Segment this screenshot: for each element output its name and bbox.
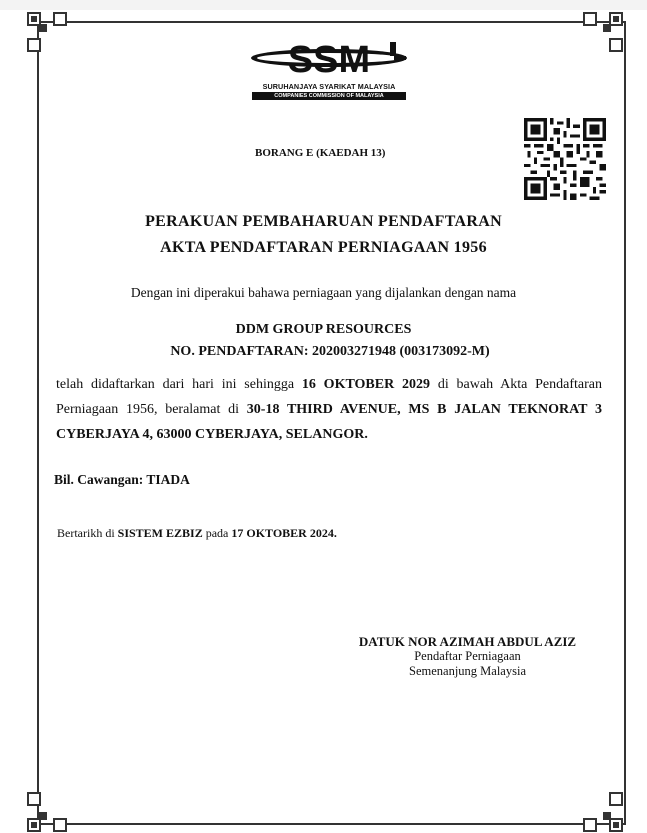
body-text-1: telah didaftarkan dari hari ini sehingga — [56, 377, 302, 392]
body-text-2: di bawah Akta Pendaftaran Perniagaan 1956, beralamat di — [56, 377, 602, 417]
certificate-title-line2: AKTA PENDAFTARAN PERNIAGAAN 1956 — [160, 239, 487, 256]
dated-mid: pada — [202, 526, 232, 540]
branch-count: Bil. Cawangan: TIADA — [54, 472, 190, 487]
dated-prefix: Bertarikh di — [57, 526, 118, 540]
org-name-en: COMPANIES COMMISSION OF MALAYSIA — [252, 92, 406, 100]
corner-ornament-top-right — [583, 12, 623, 52]
registration-number: NO. PENDAFTARAN: 202003271948 (003173092-M) — [170, 344, 490, 359]
org-name-ms: SURUHANJAYA SYARIKAT MALAYSIA — [262, 82, 396, 91]
signatory-block — [330, 634, 605, 679]
ssm-logo-mark — [250, 38, 408, 78]
business-address: 30-18 THIRD AVENUE, MS B JALAN TEKNORAT 3 CYBERJAYA 4, 63000 CYBERJAYA, SELANGOR. — [56, 402, 602, 442]
corner-ornament-top-left — [27, 12, 67, 52]
logo-letters: SSM — [287, 39, 371, 78]
business-name: DDM GROUP RESOURCES — [235, 322, 412, 337]
form-code: BORANG E (KAEDAH 13) — [255, 147, 386, 159]
signatory-title-line1: Pendaftar Perniagaan — [414, 649, 521, 663]
dated-line — [57, 526, 337, 541]
issuing-system: SISTEM EZBIZ — [117, 526, 203, 540]
signatory-name: DATUK NOR AZIMAH ABDUL AZIZ — [358, 634, 577, 649]
issue-date: 17 OKTOBER 2024. — [231, 526, 337, 540]
corner-ornament-bottom-right — [583, 792, 623, 832]
ssm-logo — [246, 38, 412, 102]
qr-code[interactable] — [524, 118, 606, 200]
intro-text: Dengan ini diperakui bahawa perniagaan yang dijalankan dengan nama — [130, 285, 517, 300]
certificate-title-line1: PERAKUAN PEMBAHARUAN PENDAFTARAN — [145, 213, 502, 230]
certificate-body — [56, 372, 602, 447]
corner-ornament-bottom-left — [27, 792, 67, 832]
certificate-page — [0, 10, 647, 833]
expiry-date: 16 OKTOBER 2029 — [301, 377, 431, 392]
signatory-title-line2: Semenanjung Malaysia — [409, 664, 526, 678]
